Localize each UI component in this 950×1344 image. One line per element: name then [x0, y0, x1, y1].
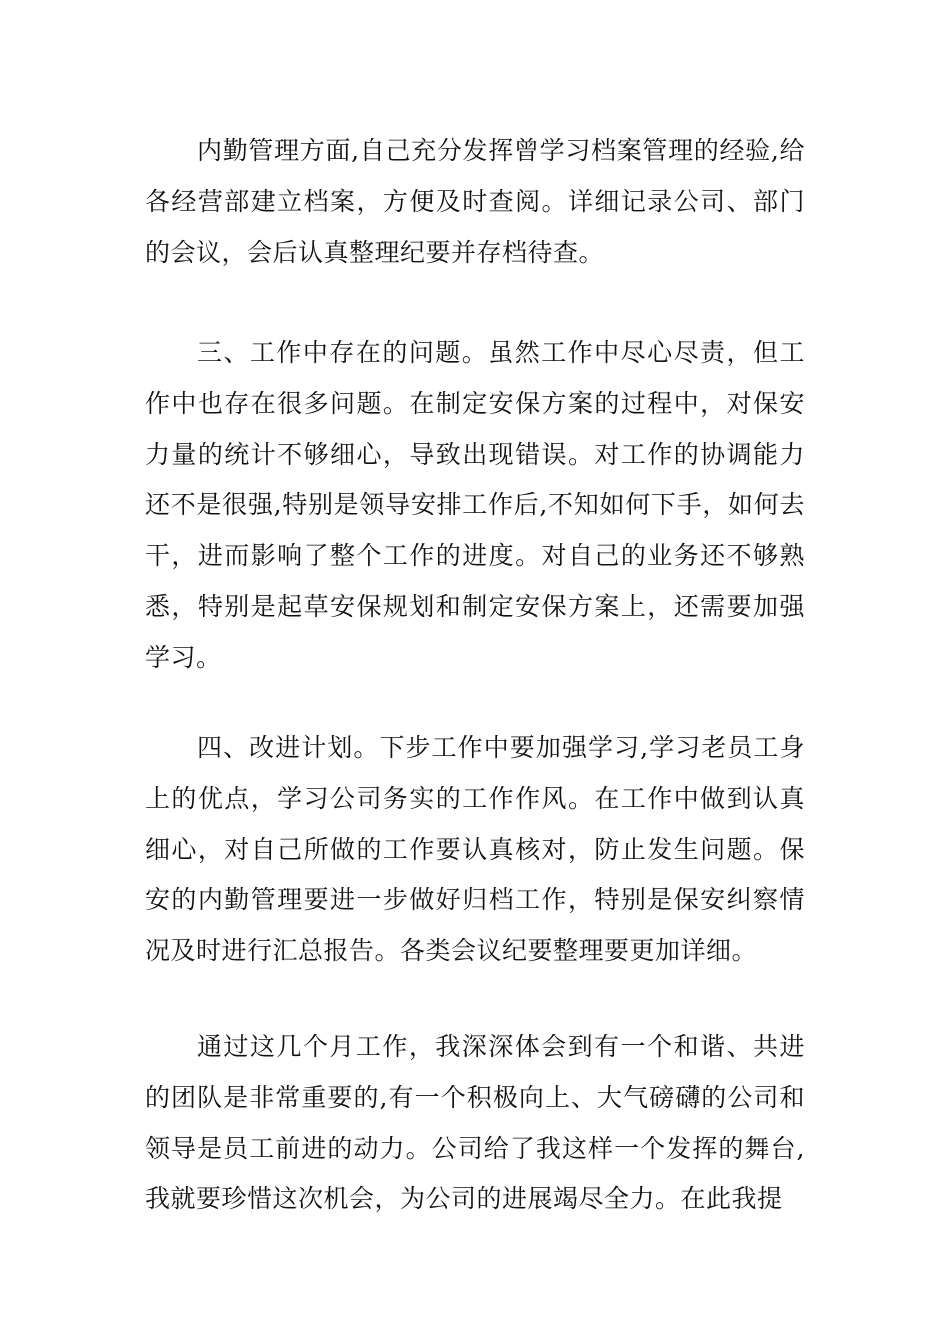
- paragraph-existing-problems: 三、工作中存在的问题。虽然工作中尽心尽责，但工作中也存在很多问题。在制定安保方案的过程中，对保安力量的统计不够细心，导致出现错误。对工作的协调能力还不是很强,特别是领导安排工作后,不知如何下手，如何去干，进而影响了整个工作的进度。对自己的业务还不够熟悉，特别是起草安保规划和制定安保方案上，还需要加强学习。: [145, 338, 805, 672]
- paragraph-reflection: 通过这几个月工作，我深深体会到有一个和谐、共进的团队是非常重要的,有一个积极向上、大气磅礴的公司和领导是员工前进的动力。公司给了我这样一个发挥的舞台,我就要珍惜这次机会，为公司的进展竭尽全力。在此我提: [145, 1032, 805, 1214]
- paragraph-improvement-plan: 四、改进计划。下步工作中要加强学习,学习老员工身上的优点，学习公司务实的工作作风。在工作中做到认真细心，对自己所做的工作要认真核对，防止发生问题。保安的内勤管理要进一步做好归档工作，特别是保安纠察情况及时进行汇总报告。各类会议纪要整理要更加详细。: [145, 733, 805, 966]
- paragraph-internal-management: 内勤管理方面,自己充分发挥曾学习档案管理的经验,给各经营部建立档案，方便及时查阅。详细记录公司、部门的会议，会后认真整理纪要并存档待查。: [145, 136, 805, 267]
